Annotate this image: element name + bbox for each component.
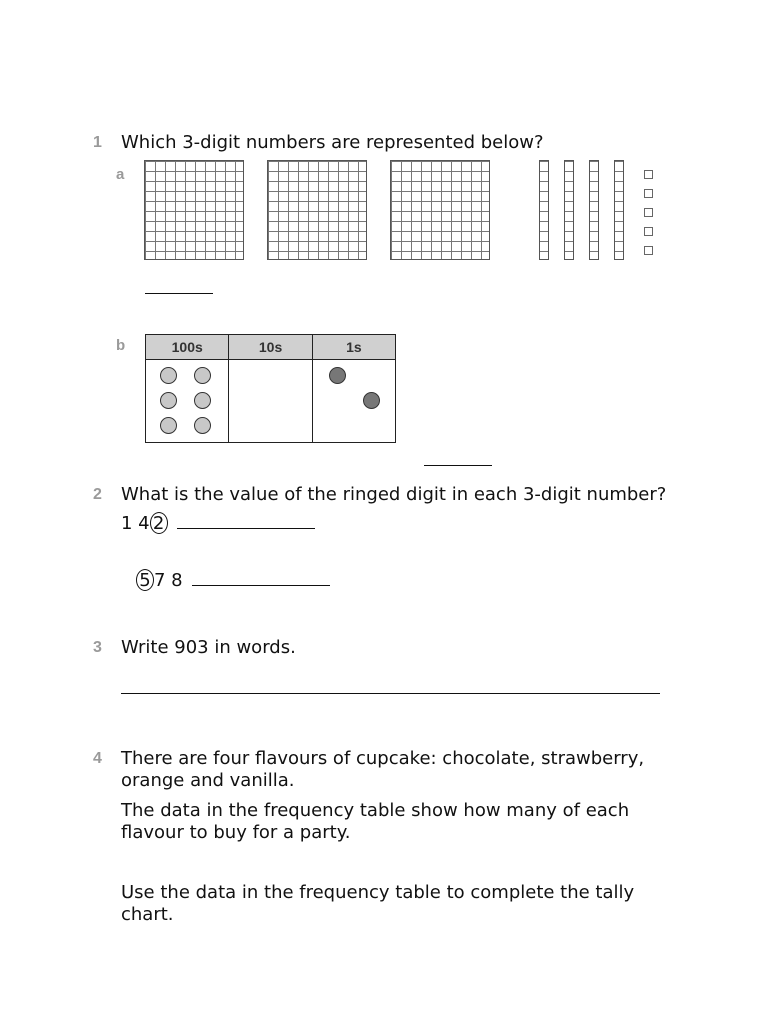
cell-tens [229, 360, 312, 443]
counter-hundreds [194, 367, 211, 384]
question-number-1: 1 [93, 134, 102, 151]
question-number-3: 3 [93, 639, 102, 656]
counter-hundreds [160, 417, 177, 434]
question-3-text: Write 903 in words. [121, 637, 296, 658]
ten-rod-1 [539, 160, 549, 260]
question-1-text: Which 3-digit numbers are represented below? [121, 132, 544, 153]
cell-hundreds [146, 360, 229, 443]
counter-hundreds [194, 392, 211, 409]
counter-hundreds [194, 417, 211, 434]
hundred-square-1 [144, 160, 244, 260]
number-item-1 [121, 512, 315, 536]
header-hundreds: 100s [146, 335, 229, 360]
part-a-label: a [116, 166, 125, 183]
ringed-digit: 5 [136, 569, 154, 591]
question-4-text-line3: Use the data in the frequency table to complete the tally chart. [121, 882, 635, 925]
header-tens: 10s [229, 335, 312, 360]
counter-ones [329, 367, 346, 384]
header-ones: 1s [312, 335, 395, 360]
unit-cube-1 [644, 170, 653, 179]
place-value-chart [145, 334, 396, 443]
digits-after: 7 8 [154, 570, 183, 591]
unit-cube-4 [644, 227, 653, 236]
counter-hundreds [160, 367, 177, 384]
question-number-2: 2 [93, 486, 102, 503]
cell-ones [312, 360, 395, 443]
unit-cube-2 [644, 189, 653, 198]
counter-ones [363, 392, 380, 409]
question-number-4: 4 [93, 750, 102, 767]
ten-rod-3 [589, 160, 599, 260]
ten-rod-4 [614, 160, 624, 260]
question-4-text-line1: There are four flavours of cupcake: chocolate, strawberry, orange and vanilla. [121, 748, 645, 791]
answer-blank-1b[interactable] [424, 465, 492, 466]
question-2-text: What is the value of the ringed digit in each 3-digit number? [121, 484, 667, 505]
number-item-2 [136, 569, 330, 593]
ten-rod-2 [564, 160, 574, 260]
answer-blank-1a[interactable] [145, 293, 213, 294]
answer-blank-2a[interactable] [177, 514, 315, 529]
ringed-digit: 2 [150, 512, 168, 534]
digits-before: 1 4 [121, 513, 150, 534]
answer-blank-2b[interactable] [192, 571, 330, 586]
hundred-square-3 [390, 160, 490, 260]
hundred-square-2 [267, 160, 367, 260]
answer-line-3[interactable] [121, 693, 660, 694]
unit-cube-5 [644, 246, 653, 255]
unit-cube-3 [644, 208, 653, 217]
question-4-text-line2: The data in the frequency table show how many of each flavour to buy for a party. [121, 800, 630, 843]
part-b-label: b [116, 337, 126, 354]
counter-hundreds [160, 392, 177, 409]
